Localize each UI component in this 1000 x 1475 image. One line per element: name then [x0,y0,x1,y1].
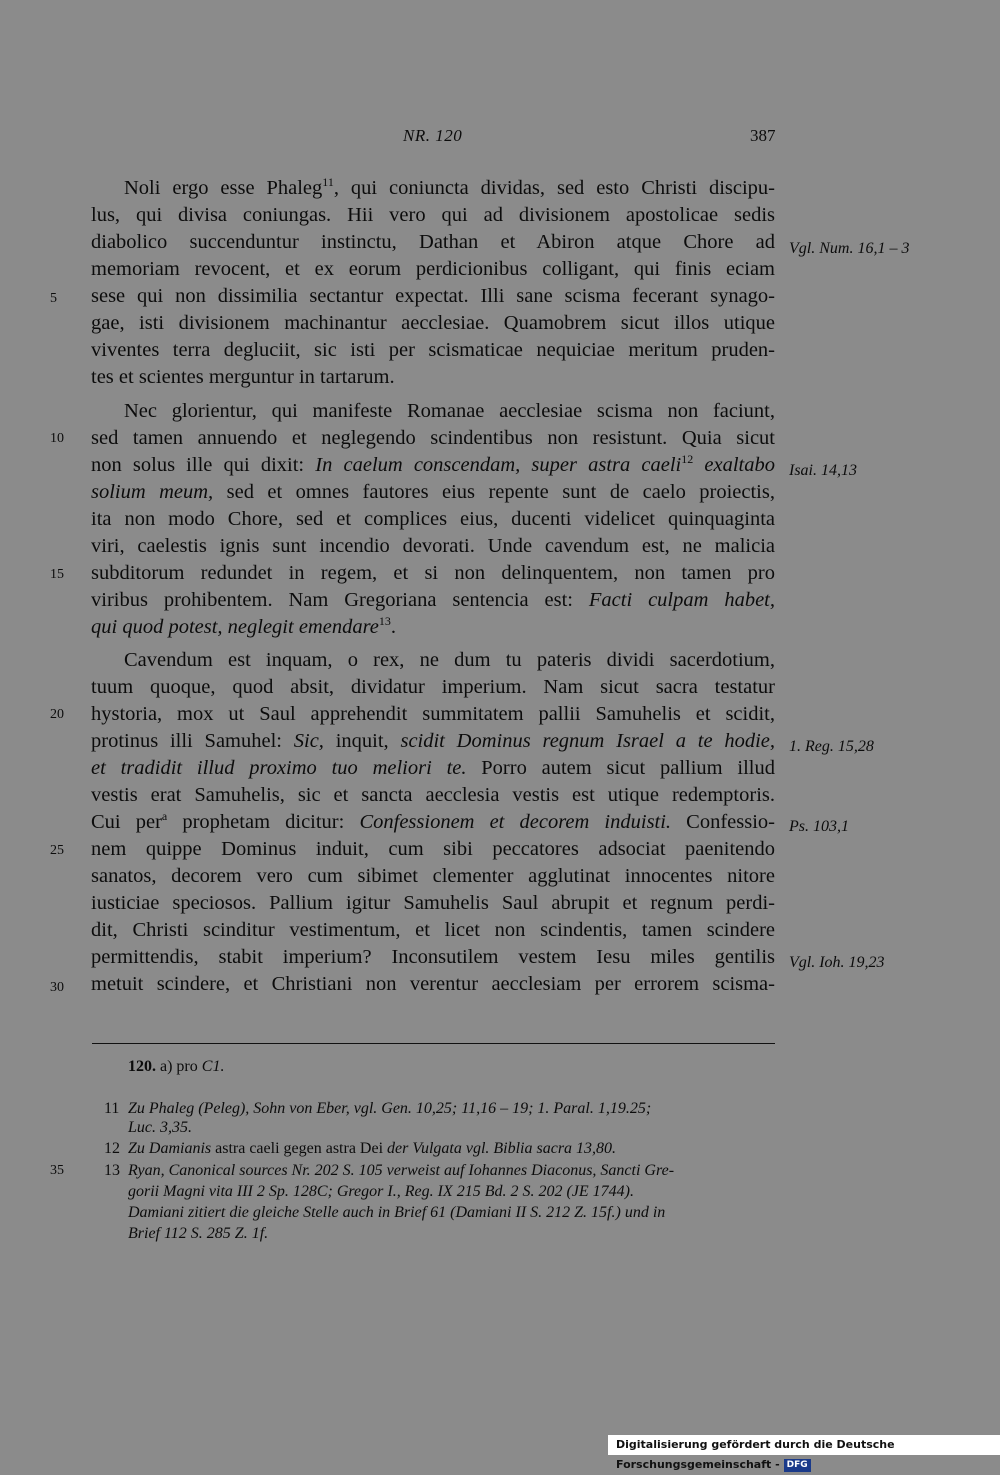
text-line: viventes terra degluciit, sic isti per scismaticae nequiciae meritum pruden- [91,339,775,361]
line-number: 20 [50,707,64,722]
text-line: iusticiae speciosos. Pallium igitur Samuhelis Saul abrupit et regnum perdi- [91,892,775,914]
footer-text: Digitalisierung gefördert durch die Deutsche Forschungsgemeinschaft - [616,1438,895,1471]
text-line: non solus ille qui dixit: In caelum conscendam, super astra caeli$^{12}$ exaltabo [91,452,775,476]
line-number: 10 [50,431,64,446]
text-line: solium meum, sed et omnes fautores eius repente sunt de caelo proiectis, [91,481,775,503]
footnote-text: Brief 112 S. 285 Z. 1f. [128,1225,269,1242]
line-number: 35 [50,1163,64,1178]
text-line: memoriam revocent, et ex eorum perdicionibus colligant, qui finis eciam [91,258,775,280]
text-line: dit, Christi scinditur vestimentum, et licet non scindentis, tamen scindere [91,919,775,941]
text-line: tes et scientes merguntur in tartarum. [91,366,395,388]
line-number: 5 [50,291,57,306]
text-line: viribus prohibentem. Nam Gregoriana sentencia est: Facti culpam habet, [91,589,775,611]
line-number: 25 [50,843,64,858]
text-line: et tradidit illud proximo tuo meliori te. Porro autem sicut pallium illud [91,757,775,779]
text-line: protinus illi Samuhel: Sic, inquit, scidit Dominus regnum Israel a te hodie, [91,730,775,752]
footnote-text: Luc. 3,35. [128,1119,192,1136]
footnote-text: Ryan, Canonical sources Nr. 202 S. 105 verweist auf Iohannes Diaconus, Sancti Gre- [128,1162,675,1179]
footnote-text: Zu Phaleg (Peleg), Sohn von Eber, vgl. Gen. 10,25; 11,16 – 19; 1. Paral. 1,19.25; [128,1100,652,1117]
footnote-rule [92,1043,775,1044]
text-line: Noli ergo esse Phaleg$^{11}$, qui coniuncta dividas, sed esto Christi discipu- [124,175,775,199]
page-number: 387 [750,126,776,145]
text-line: permittendis, stabit imperium? Inconsutilem vestem Iesu miles gentilis [91,946,775,968]
text-line: Cavendum est inquam, o rex, ne dum tu pateris dividi sacerdotium, [124,649,775,671]
footnote-text: Zu Damianis astra caeli gegen astra Dei der Vulgata vgl. Biblia sacra 13,80. [128,1140,617,1157]
margin-reference: Ps. 103,1 [789,818,849,835]
margin-reference: Vgl. Ioh. 19,23 [789,954,885,971]
footnote-text: gorii Magni vita III 2 Sp. 128C; Gregor I., Reg. IX 215 Bd. 2 S. 202 (JE 1744). [128,1183,634,1200]
margin-reference: Isai. 14,13 [789,462,857,479]
text-line: Cui per$^a$ prophetam dicitur: Confessionem et decorem induisti. Confessio- [91,809,775,833]
margin-reference: Vgl. Num. 16,1 – 3 [789,240,910,257]
line-number: 15 [50,567,64,582]
text-line: vestis erat Samuhelis, sic et sancta aecclesia vestis est utique redemptoris. [91,784,775,806]
text-line: sese qui non dissimilia sectantur expectat. Illi sane scisma fecerant synago- [91,285,775,307]
footnote-number: 13 [104,1162,120,1179]
text-line: metuit scindere, et Christiani non verentur aecclesiam per errorem scisma- [91,973,775,995]
text-line: Nec glorientur, qui manifeste Romanae aecclesiae scisma non faciunt, [124,400,775,422]
digitization-footer [608,1435,1000,1471]
text-line: tuum quoque, quod absit, dividatur imperium. Nam sicut sacra testatur [91,676,775,698]
footnote-text: Damiani zitiert die gleiche Stelle auch in Brief 61 (Damiani II S. 212 Z. 15f.) und in [128,1204,666,1221]
text-line: qui quod potest, neglegit emendare$^{13}$. [91,614,397,638]
text-line: sanatos, decorem vero cum sibimet clementer agglutinat innocentes nitore [91,865,775,887]
text-line: ita non modo Chore, sed et complices eius, ducenti videlicet quinquaginta [91,508,775,530]
text-line: nem quippe Dominus induit, cum sibi peccatores adsociat paenitendo [91,838,775,860]
line-number: 30 [50,980,64,995]
footnote-number: 11 [104,1100,120,1117]
text-line: diabolico succenduntur instinctu, Dathan et Abiron atque Chore ad [91,231,775,253]
text-line: sed tamen annuendo et neglegendo scindentibus non resistunt. Quia sicut [91,427,775,449]
dfg-logo: DFG [784,1459,811,1472]
text-line: lus, qui divisa coniungas. Hii vero qui ad divisionem apostolicae sedis [91,204,775,226]
text-line: subditorum redundet in regem, et si non delinquentem, non tamen pro [91,562,775,584]
text-line: gae, isti divisionem machinantur aecclesiae. Quamobrem sicut illos utique [91,312,775,334]
page-header-title: NR. 120 [403,126,463,145]
footnote-number: 12 [104,1140,120,1157]
text-line: viri, caelestis ignis sunt incendio devorati. Unde cavendum est, ne malicia [91,535,775,557]
critical-apparatus: 120. a) pro C1. [128,1058,225,1075]
margin-reference: 1. Reg. 15,28 [789,738,874,755]
text-line: hystoria, mox ut Saul apprehendit summitatem pallii Samuhelis et scidit, [91,703,775,725]
